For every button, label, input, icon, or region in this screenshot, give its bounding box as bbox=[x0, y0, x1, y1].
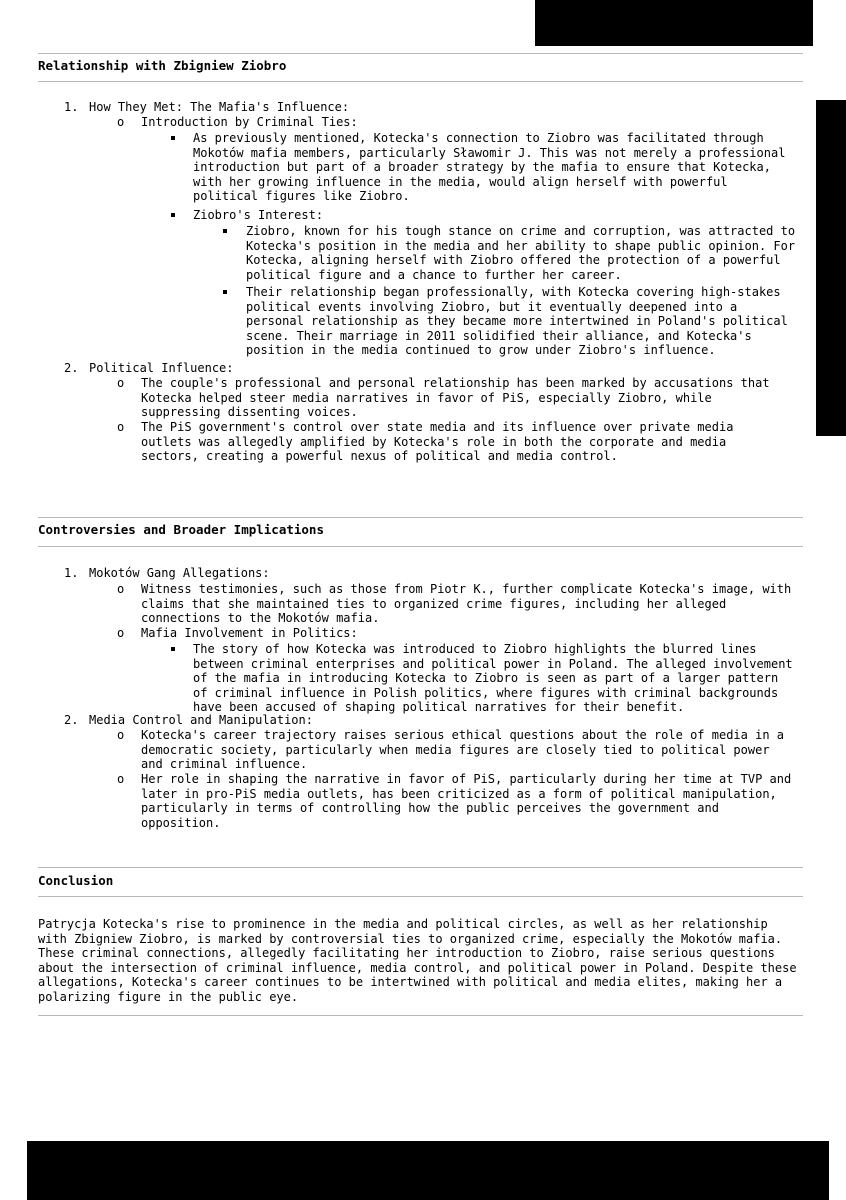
list-marker: 2. bbox=[64, 361, 79, 375]
bullet-marker bbox=[223, 290, 227, 294]
sub-marker: o bbox=[117, 626, 125, 640]
right-black-tab bbox=[816, 100, 846, 436]
bullet-marker bbox=[171, 647, 175, 651]
sub-marker: o bbox=[117, 115, 125, 129]
bottom-black-bar bbox=[27, 1141, 829, 1200]
list-marker: 1. bbox=[64, 100, 79, 114]
section-heading: Controversies and Broader Implications bbox=[38, 522, 324, 537]
sub-item: Witness testimonies, such as those from Piotr K., further complicate Kotecka's image, with claims that she maintained ties to organized crime figures, including her alleged connections to the Mokotów mafia. bbox=[141, 582, 792, 626]
sub-item: The PiS government's control over state media and its influence over private media outlets was allegedly amplified by Kotecka's role in both the corporate and media sectors, creating a powerful nexus of political and media control. bbox=[141, 420, 734, 464]
bullet-marker bbox=[223, 229, 227, 233]
section-heading: Conclusion bbox=[38, 873, 114, 888]
bullet-marker bbox=[171, 136, 175, 140]
bullet-item: The story of how Kotecka was introduced to Ziobro highlights the blurred lines between criminal enterprises and political power in Poland. The alleged involvement of the mafia in introducing Kotecka to Ziobro is seen as part of a larger pattern of criminal influence in Polish politics, where figures with criminal backgrounds have been accused of shaping political narratives for their benefit. bbox=[193, 642, 793, 715]
sub-item: Kotecka's career trajectory raises serious ethical questions about the role of media in a democratic society, particularly when media figures are closely tied to political power and criminal influence. bbox=[141, 728, 784, 772]
sub-item: Introduction by Criminal Ties: bbox=[141, 115, 358, 129]
rule bbox=[38, 81, 803, 82]
sub-marker: o bbox=[117, 728, 125, 742]
section-heading: Relationship with Zbigniew Ziobro bbox=[38, 58, 287, 73]
top-black-bar bbox=[535, 0, 813, 46]
bullet-item: As previously mentioned, Kotecka's connection to Ziobro was facilitated through Mokotów mafia members, particularly Sławomir J. This was not merely a professional introduction but part of a broader strategy by the mafia to ensure that Kotecka, with her growing influence in the media, would align herself with powerful political figures like Ziobro. bbox=[193, 131, 786, 204]
sub-item: Ziobro's Interest: bbox=[193, 208, 324, 222]
sub-marker: o bbox=[117, 772, 125, 786]
sub-marker: o bbox=[117, 420, 125, 434]
list-item: How They Met: The Mafia's Influence: bbox=[89, 100, 350, 114]
bullet-item: Ziobro, known for his tough stance on crime and corruption, was attracted to Kotecka's position in the media and her ability to shape public opinion. For Kotecka, aligning herself with Ziobro offered the protection of a powerful political figure and a chance to further her career. bbox=[246, 224, 796, 282]
sub-item: The couple's professional and personal relationship has been marked by accusations that Kotecka helped steer media narratives in favor of PiS, especially Ziobro, while suppressing dissenting voices. bbox=[141, 376, 770, 420]
rule bbox=[38, 867, 803, 868]
sub-item: Her role in shaping the narrative in favor of PiS, particularly during her time at TVP and later in pro-PiS media outlets, has been criticized as a form of political manipulation, particularly in terms of controlling how the public perceives the government and opposition. bbox=[141, 772, 792, 830]
sub-marker: o bbox=[117, 376, 125, 390]
bullet-item: Their relationship began professionally, with Kotecka covering high-stakes political events involving Ziobro, but it eventually deepened into a personal relationship as they became more intertwined in Poland's political scene. Their marriage in 2011 solidified their alliance, and Kotecka's position in the media continued to grow under Ziobro's influence. bbox=[246, 285, 788, 358]
rule bbox=[38, 53, 803, 54]
rule bbox=[38, 896, 803, 897]
rule bbox=[38, 517, 803, 518]
list-item: Political Influence: bbox=[89, 361, 234, 375]
list-marker: 2. bbox=[64, 713, 79, 727]
rule bbox=[38, 546, 803, 547]
sub-item: Mafia Involvement in Politics: bbox=[141, 626, 358, 640]
rule bbox=[38, 1015, 803, 1016]
list-item: Media Control and Manipulation: bbox=[89, 713, 313, 727]
list-item: Mokotów Gang Allegations: bbox=[89, 566, 270, 580]
bullet-marker bbox=[171, 213, 175, 217]
list-marker: 1. bbox=[64, 566, 79, 580]
sub-marker: o bbox=[117, 582, 125, 596]
conclusion-paragraph: Patrycja Kotecka's rise to prominence in the media and political circles, as well as her relationship with Zbigniew Ziobro, is marked by controversial ties to organized crime, especially the Mokotów mafia. These criminal connections, allegedly facilitating her introduction to Ziobro, raise serious questions about the intersection of criminal influence, media control, and political power in Poland. Despite these allegations, Kotecka's career continues to be intertwined with political and media elites, making her a polarizing figure in the public eye. bbox=[38, 917, 797, 1004]
